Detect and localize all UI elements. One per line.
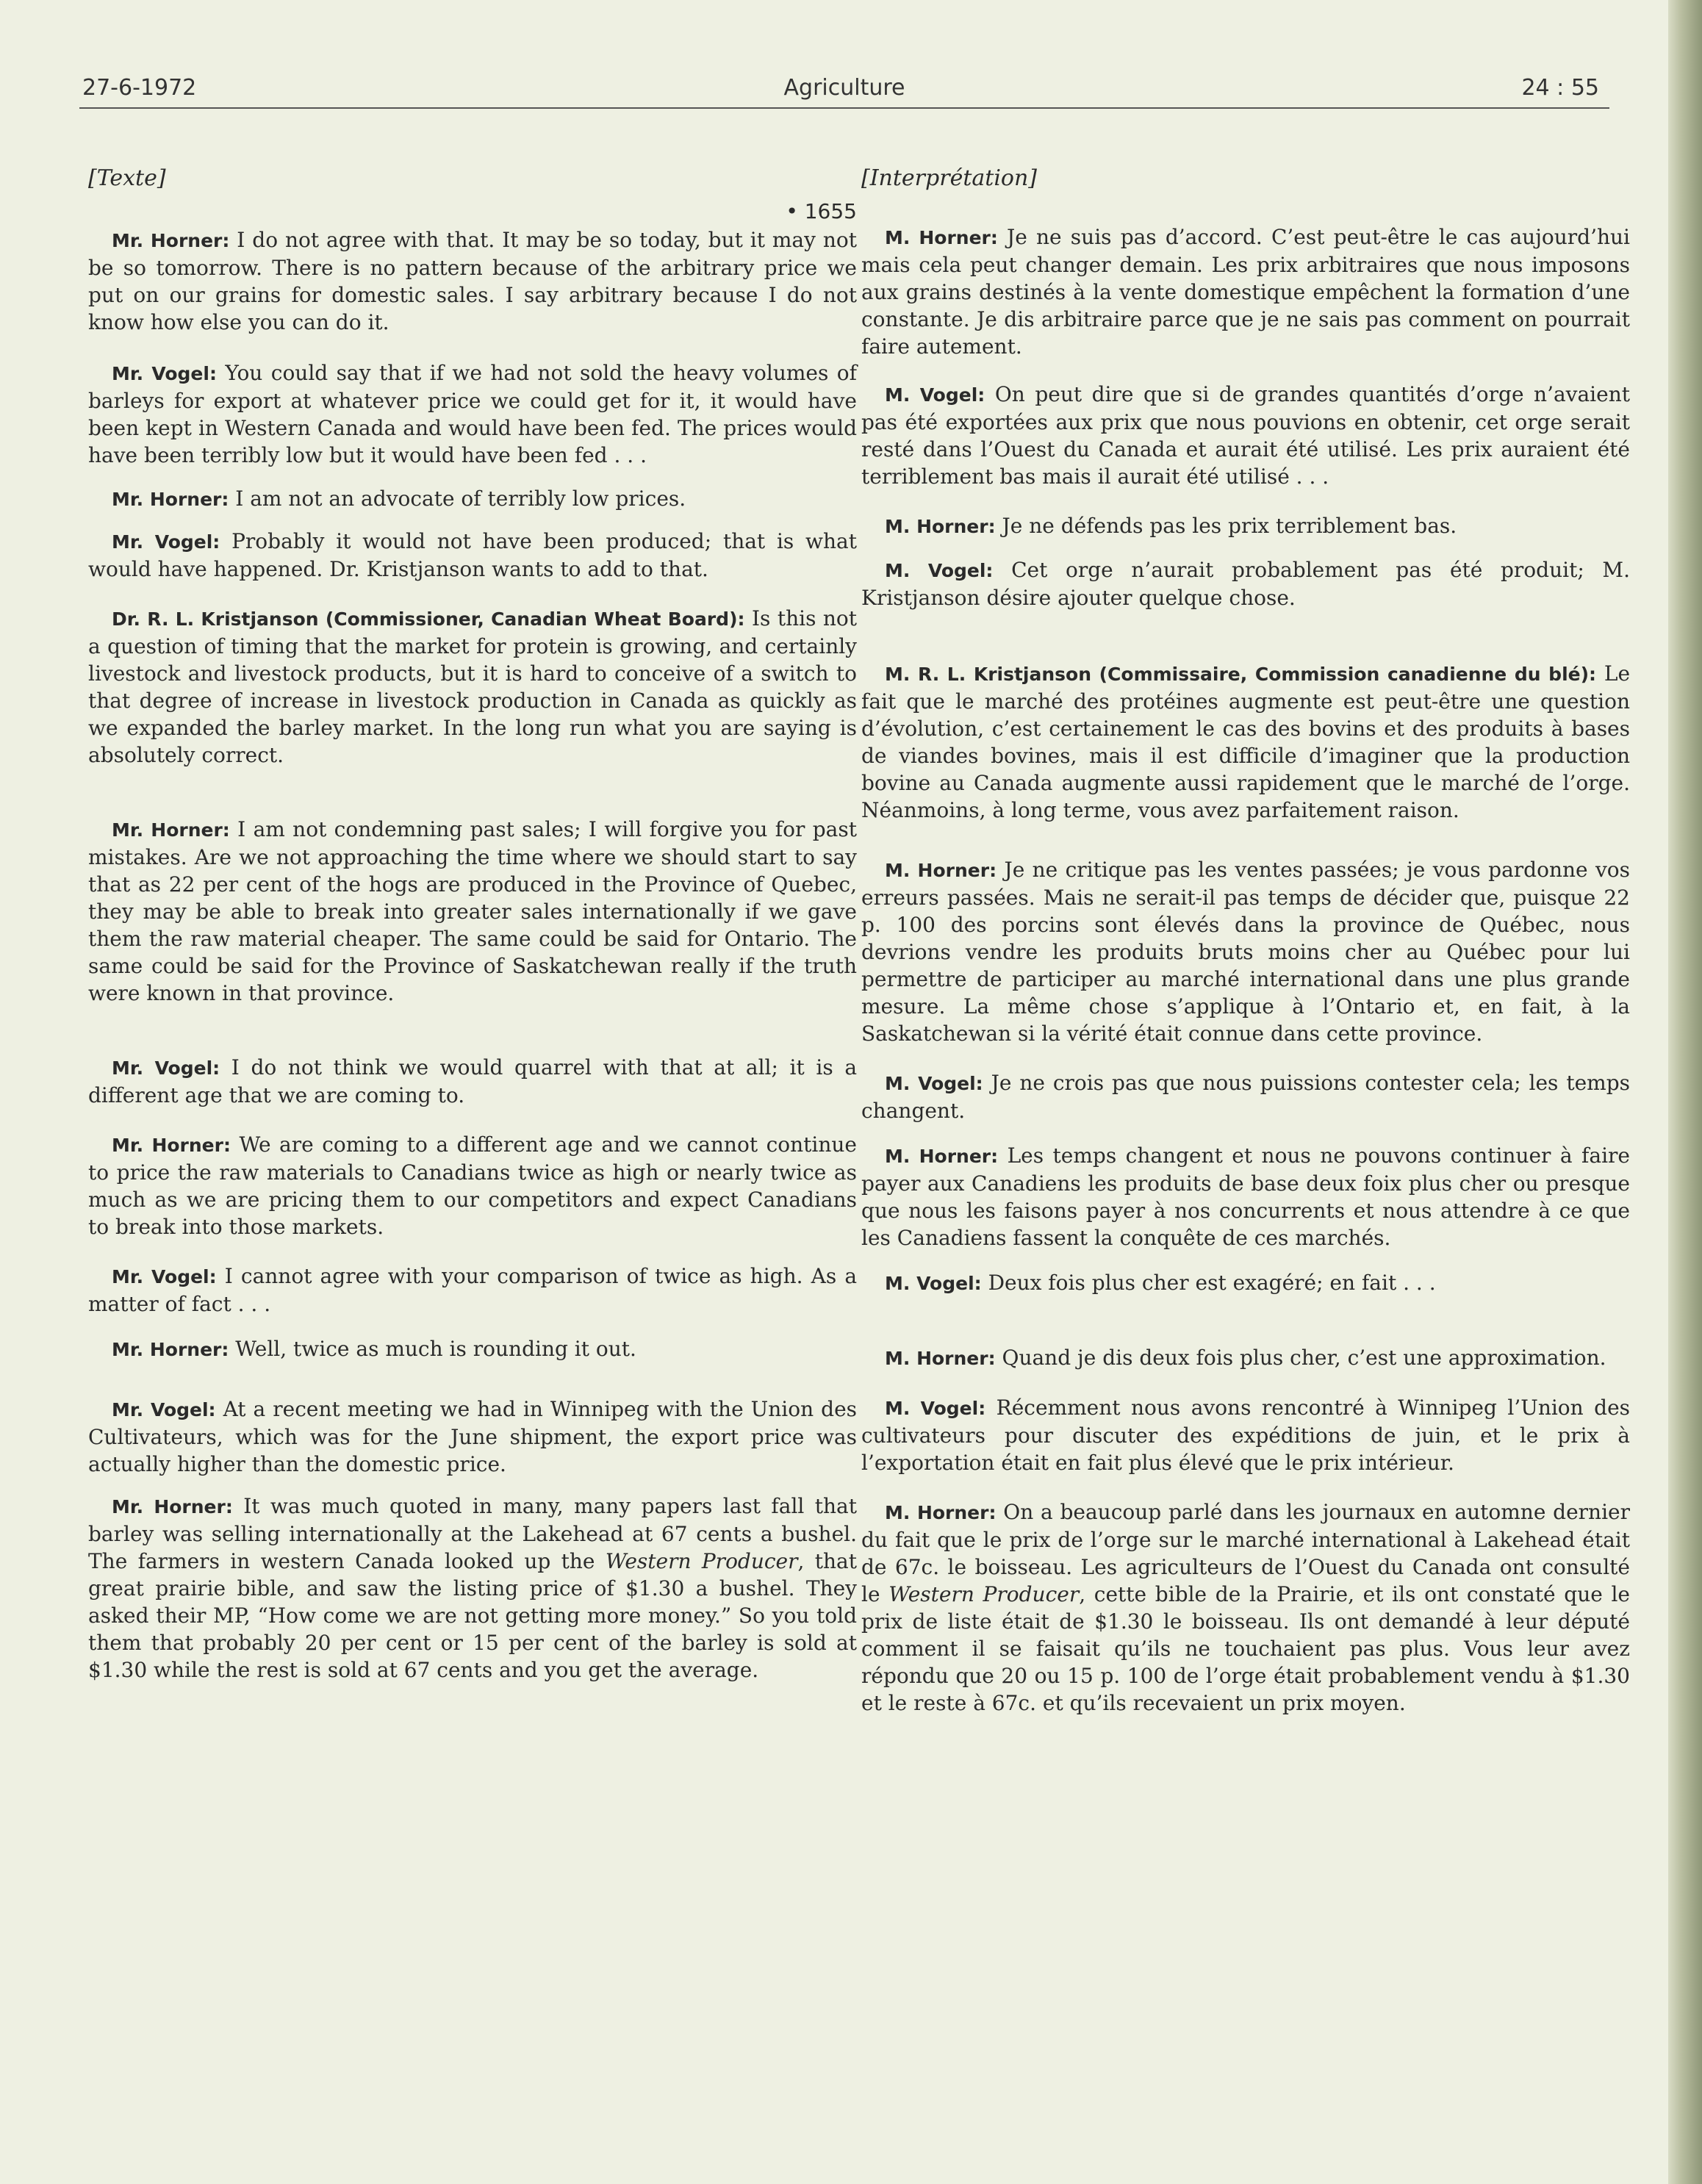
speaker-name: M. Vogel: (885, 1273, 982, 1294)
english-column (88, 163, 857, 1684)
paragraph (88, 528, 857, 583)
speaker-name: M. Horner: (885, 1502, 997, 1523)
paragraph-text: I do not think we would quarrel with that at all; it is a different age that we are coming to. (88, 1055, 858, 1107)
paragraph-text: I am not condemning past sales; I will forgive you for past mistakes. Are we not approaching the time where we should start to say that as 22 per cent of the hogs are produced in the Province of Quebec, they may be able to break into greater sales internationally if we gave them the raw material cheaper. The same could be said for Ontario. The same could be said for the Province of Saskatchewan really if the truth were known in that province. (88, 817, 857, 1005)
speaker-name: Mr. Vogel: (112, 363, 217, 384)
paragraph (861, 1344, 1630, 1372)
paragraph (88, 359, 857, 469)
paragraph (88, 485, 857, 513)
speaker-name: Mr. Horner: (112, 230, 230, 251)
paragraph-text: We are coming to a different age and we cannot continue to price the raw materials to Canadians twice as high or nearly twice as much as we are pricing them to our competitors and expect Canadians to break into those markets. (88, 1132, 857, 1239)
column-label: [Texte] (88, 165, 166, 191)
paragraph (88, 1131, 857, 1240)
speaker-name: M. Vogel: (885, 1398, 986, 1419)
speaker-name: Mr. Horner: (112, 1135, 231, 1156)
paragraph-text: I cannot agree with your comparison of twice as high. As a matter of fact . . . (88, 1264, 858, 1316)
page-binding-edge (1668, 0, 1702, 2184)
newspaper-title: Western Producer (888, 1582, 1080, 1606)
paragraph (88, 1054, 857, 1109)
paragraph (861, 223, 1630, 360)
paragraph-text: Is this not a question of timing that the market for protein is growing, and certainly livestock and livestock products, but it is hard to conceive of a switch to that degree of increase in livestock production in Canada as quickly as we expanded the barley market. In the long run what you are saying is absolutely correct. (88, 606, 858, 767)
page-header (79, 75, 1609, 109)
paragraph-text: At a recent meeting we had in Winnipeg with the Union des Cultivateurs, which was for the June shipment, the export price was actually higher than the domestic price. (88, 1397, 858, 1476)
header-date: 27-6-1972 (82, 75, 197, 101)
speaker-name: Dr. R. L. Kristjanson (Commissioner, Canadian Wheat Board): (112, 608, 745, 630)
paragraph (861, 1142, 1630, 1251)
paragraph (88, 226, 857, 336)
paragraph (88, 605, 857, 769)
speaker-name: M. Vogel: (885, 560, 994, 581)
paragraph (861, 1498, 1630, 1717)
paragraph (88, 1492, 857, 1684)
speaker-name: Mr. Vogel: (112, 531, 220, 553)
paragraph-text: Je ne défends pas les prix terriblement bas. (1002, 514, 1457, 538)
speaker-name: Mr. Vogel: (112, 1057, 220, 1079)
paragraph (861, 660, 1630, 824)
speaker-name: M. Horner: (885, 227, 998, 248)
paragraph-text: Quand je dis deux fois plus cher, c’est une approximation. (1002, 1346, 1606, 1370)
paragraph-text: Récemment nous avons rencontré à Winnipeg l’Union des cultivateurs pour discuter des expéditions de juin, et le prix à l’exportation était en fait plus élevé que le prix intérieur. (861, 1395, 1631, 1475)
paragraph-text: Les temps changent et nous ne pouvons continuer à faire payer aux Canadiens les produits de base deux foix plus cher ou presque que nous les faisons payer à nos concurrents et nous attendre à ce que les Canadiens fassent la conquête de ces marchés. (861, 1143, 1630, 1250)
paragraph-text: On a beaucoup parlé dans les journaux en automne dernier du fait que le prix de l’orge sur le marché international à Lakehead était de 67c. le boisseau. Les agriculteurs de l’Ouest du Canada ont consulté le (861, 1500, 1630, 1606)
paragraph-text: Deux fois plus cher est exagéré; en fait . . . (988, 1271, 1436, 1295)
speaker-name: M. Vogel: (885, 1073, 983, 1094)
paragraph-text: I do not agree with that. It may be so today, but it may not be so tomorrow. There is no pattern because of the arbitrary price we put on our grains for domestic sales. I say arbitrary because I do not know how else you can do it. (88, 228, 858, 334)
paragraph-text: Cet orge n’aurait probablement pas été produit; M. Kristjanson désire ajouter quelque chose. (861, 558, 1630, 610)
column-label: [Interprétation] (861, 165, 1038, 191)
paragraph-text: , cette bible de la Prairie, et ils ont constaté que le prix de liste était de $1.30 le boisseau. Ils ont demandé à leur député comment il se faisait qu’ils ne touchaient pas plus. Vous leur avez répondu que 20 ou 15 p. 100 de l’orge était probablement vendu à $1.30 et le reste à 67c. et qu’ils recevaient un prix moyen. (861, 1582, 1630, 1715)
paragraph-text: , that great prairie bible, and saw the listing price of $1.30 a bushel. They asked their MP, “How come we are not getting more money.” So you told them that probably 20 per cent or 15 per cent of the barley is sold at $1.30 while the rest is sold at 67 cents and you get the average. (88, 1549, 857, 1682)
paragraph (88, 816, 857, 1007)
paragraph (861, 381, 1630, 490)
speaker-name: M. Horner: (885, 516, 996, 537)
paragraph-text: Le fait que le marché des protéines augmente est peut-être une question d’évolution, c’est certainement le cas des bovins et des produits à bases de viandes bovines, mais il est difficile d’imaginer que la production bovine au Canada augmente aussi rapidement que le marché de l’orge. Néanmoins, à long terme, vous avez parfaitement raison. (861, 661, 1631, 822)
time-marker: • 1655 (786, 199, 857, 223)
paragraph-text: Well, twice as much is rounding it out. (235, 1337, 636, 1361)
speaker-name: M. Horner: (885, 1146, 999, 1167)
paragraph (88, 1262, 857, 1318)
speaker-name: M. Horner: (885, 860, 997, 881)
paragraph-text: On peut dire que si de grandes quantités d’orge n’avaient pas été exportées aux prix que nous pouvions en obtenir, cet orge serait resté dans l’Ouest du Canada et aurait été utilisé. Les prix auraient été terriblement bas mais il aurait été utilisé . . . (861, 382, 1630, 489)
paragraph (861, 556, 1630, 611)
speaker-name: Mr. Horner: (112, 819, 230, 841)
paragraph-text: Probably it would not have been produced; that is what would have happened. Dr. Kristjanson wants to add to that. (88, 529, 857, 581)
paragraph-text: You could say that if we had not sold the heavy volumes of barleys for export at whatever price we could get for it, it would have been kept in Western Canada and would have been fed. The prices would have been terribly low but it would have been fed . . . (88, 361, 857, 467)
speaker-name: Mr. Horner: (112, 489, 229, 510)
paragraph-text: It was much quoted in many, many papers last fall that barley was selling internationally at the Lakehead at 67 cents a bushel. The farmers in western Canada looked up the (88, 1494, 857, 1573)
speaker-name: Mr. Vogel: (112, 1399, 216, 1420)
paragraph (861, 512, 1630, 540)
paragraph-text: Je ne suis pas d’accord. C’est peut-être le cas aujourd’hui mais cela peut changer demain. Les prix arbitraires que nous imposons aux grains destinés à la vente domestique empêchent la formation d’une constante. Je dis arbitraire parce que je ne sais pas comment on pourrait faire autement. (861, 225, 1630, 359)
newspaper-title: Western Producer (605, 1549, 798, 1573)
paragraph (861, 1069, 1630, 1124)
speaker-name: M. R. L. Kristjanson (Commissaire, Commission canadienne du blé): (885, 664, 1597, 685)
paragraph (861, 1269, 1630, 1297)
paragraph (88, 1395, 857, 1478)
header-title: Agriculture (783, 75, 905, 101)
header-page-number: 24 : 55 (1521, 75, 1599, 101)
paragraph-text: I am not an advocate of terribly low prices. (235, 486, 686, 511)
speaker-name: Mr. Vogel: (112, 1266, 217, 1287)
speaker-name: Mr. Horner: (112, 1496, 233, 1517)
paragraph-text: Je ne critique pas les ventes passées; je vous pardonne vos erreurs passées. Mais ne serait-il pas temps de décider que, puisque 22 p. 100 des porcins sont élevés dans la province de Québec, nous devrions vendre les produits bruts moins cher au Québec pour lui permettre de participer au marché international dans une plus grande mesure. La même chose s’applique à l’Ontario et, en fait, à la Saskatchewan si la vérité était connue dans cette province. (861, 858, 1631, 1046)
paragraph (88, 1335, 857, 1363)
speaker-name: Mr. Horner: (112, 1339, 229, 1360)
speaker-name: M. Vogel: (885, 384, 985, 406)
paragraph (861, 1394, 1630, 1476)
paragraph-text: Je ne crois pas que nous puissions contester cela; les temps changent. (861, 1071, 1631, 1123)
french-column (861, 163, 1630, 1717)
paragraph (861, 856, 1630, 1047)
speaker-name: M. Horner: (885, 1348, 996, 1369)
